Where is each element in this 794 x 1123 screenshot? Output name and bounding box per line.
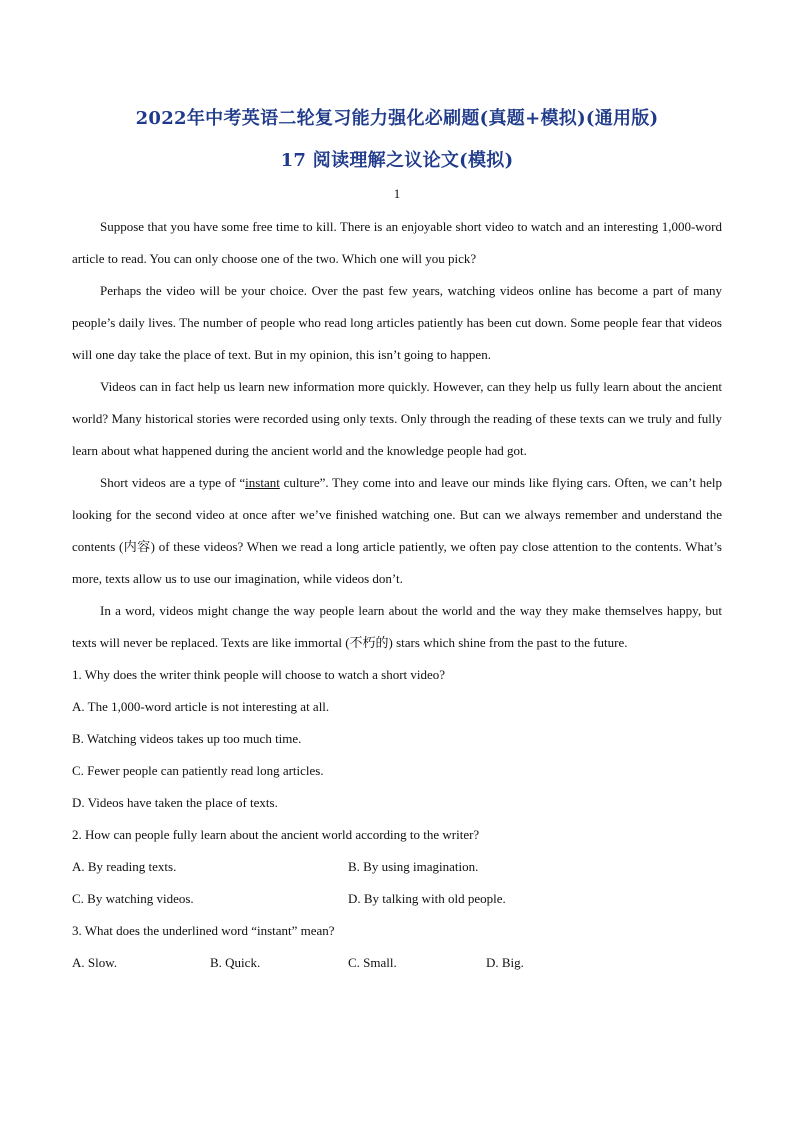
paragraph-3: Videos can in fact help us learn new information more quickly. However, can they help us fully learn about the ancient world? Many historical stories were recorded using only texts. Only through the reading of these texts can we truly and fully learn about what happened during the ancient world and the knowledge people had got.	[72, 379, 722, 458]
q2-options-row-2	[72, 883, 722, 915]
question-2: 2. How can people fully learn about the ancient world according to the writer?	[72, 827, 480, 842]
q1-option-c: C. Fewer people can patiently read long articles.	[72, 763, 324, 778]
paragraph-1: Suppose that you have some free time to kill. There is an enjoyable short video to watch and an interesting 1,000-word article to read. You can only choose one of the two. Which one will you pick?	[72, 219, 722, 266]
document-title: 2022年中考英语二轮复习能力强化必刷题(真题+模拟)(通用版)	[135, 108, 659, 129]
q3-option-d: D. Big.	[486, 955, 524, 970]
section-title: 17 阅读理解之议论文(模拟)	[280, 150, 514, 171]
question-3: 3. What does the underlined word “instant” mean?	[72, 923, 335, 938]
paragraph-2: Perhaps the video will be your choice. Over the past few years, watching videos online has become a part of many people’s daily lives. The number of people who read long articles patiently has been cut down. Some people fear that videos will one day take the place of text. But in my opinion, this isn’t going to happen.	[72, 283, 722, 362]
q3-option-c: C. Small.	[348, 955, 397, 970]
q2-option-a: A. By reading texts.	[72, 859, 177, 874]
paragraph-4	[72, 467, 722, 595]
paragraph-5: In a word, videos might change the way people learn about the world and the way they make themselves happy, but texts will never be replaced. Texts are like immortal (不朽的) stars which shine from the past to the future.	[72, 603, 722, 650]
passage-number: 1	[393, 186, 401, 201]
q3-option-b: B. Quick.	[210, 955, 261, 970]
underlined-word-instant: instant	[245, 475, 280, 490]
q1-option-d: D. Videos have taken the place of texts.	[72, 795, 278, 810]
q2-option-b: B. By using imagination.	[348, 859, 479, 874]
question-1: 1. Why does the writer think people will choose to watch a short video?	[72, 667, 446, 682]
reading-content	[72, 211, 722, 979]
paragraph-4-rest: culture”. They come into and leave our minds like flying cars. Often, we can’t help looking for the second video at once after we’ve finished watching one. But can we always remember and understand the contents (内容) of these videos? When we read a long article patiently, we often pay close attention to the contents. What’s more, texts allow us to use our imagination, while videos don’t.	[72, 475, 722, 586]
q2-option-c: C. By watching videos.	[72, 891, 194, 906]
q1-option-b: B. Watching videos takes up too much time.	[72, 731, 302, 746]
paragraph-4-start: Short videos are a type of “	[100, 475, 246, 490]
q3-option-a: A. Slow.	[72, 955, 118, 970]
q2-option-d: D. By talking with old people.	[348, 891, 506, 906]
q3-options-row	[72, 947, 722, 979]
q2-options-row-1	[72, 851, 722, 883]
q1-option-a: A. The 1,000-word article is not interesting at all.	[72, 699, 330, 714]
